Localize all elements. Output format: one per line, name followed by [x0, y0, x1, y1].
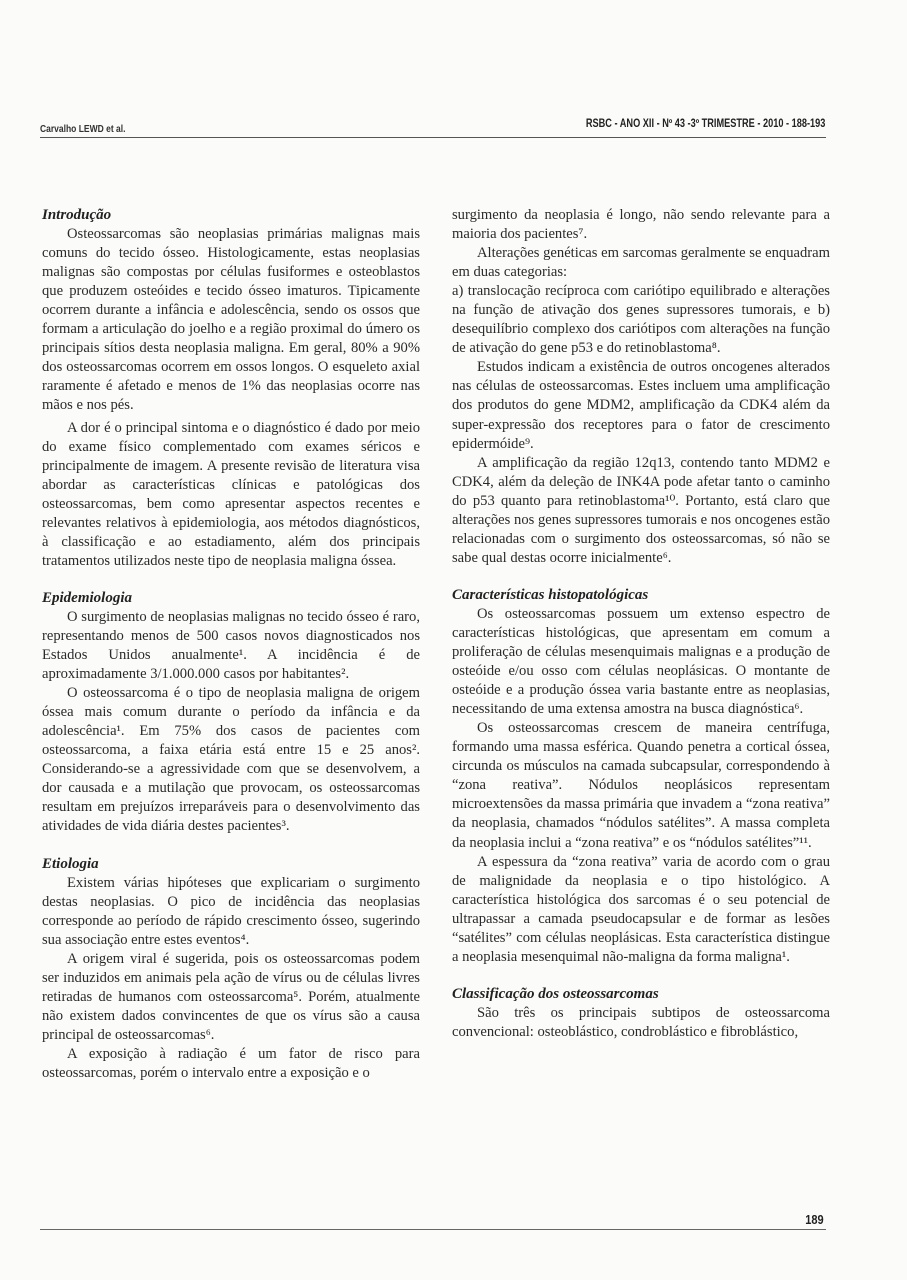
right-column — [452, 206, 830, 1042]
paragraph: O osteossarcoma é o tipo de neoplasia maligna de origem óssea mais comum durante o período da infância e da adolescência¹. Em 75% dos casos de pacientes com osteossarcoma, a faixa etária está entre 15 e 25 anos². Considerando-se a agressividade com que se desenvolvem, a dor causada e a mutilação que provocam, os osteossarcomas resultam em prejuízos irreparáveis para o desenvolvimento das atividades de vida diária destes pacientes³. — [42, 685, 420, 835]
footer-divider — [40, 1229, 826, 1230]
paragraph: Existem várias hipóteses que explicariam o surgimento destas neoplasias. O pico de incidência das neoplasias corresponde ao período de rápido crescimento ósseo, sugerindo sua associação entre estes eventos⁴. — [42, 874, 420, 948]
section-heading-introducao: Introdução — [42, 207, 112, 223]
paragraph: Os osteossarcomas crescem de maneira centrífuga, formando uma massa esférica. Quando penetra a cortical óssea, circunda os músculos na camada subcapsular, correspondendo à “zona reativa”. Nódulos neoplásicos representam microextensões da massa primária que invadem a “zona reativa” da neoplasia, chamados “nódulos satélites”. A massa completa da neoplasia inclui a “zona reativa” e os “nódulos satélites”¹¹. — [452, 720, 830, 851]
paragraph-continued: surgimento da neoplasia é longo, não sendo relevante para a maioria dos pacientes⁷. — [452, 207, 830, 243]
section-heading-etiologia: Etiologia — [42, 855, 99, 872]
header-divider — [40, 137, 826, 138]
paragraph: A amplificação da região 12q13, contendo tanto MDM2 e CDK4, além da deleção de INK4A pode afetar tanto o caminho do p53 quanto para retinoblastoma¹⁰. Portanto, está claro que alterações nos genes supressores tumorais e nos oncogenes estão relacionadas com o surgimento dos osteossarcomas, só não se sabe qual destas ocorre inicialmente⁶. — [452, 454, 830, 566]
running-header-journal: RSBC - ANO XII - Nº 43 -3º TRIMESTRE - 2010 - 188-193 — [585, 118, 825, 130]
page-number: 189 — [805, 1212, 824, 1227]
paragraph: A exposição à radiação é um fator de risco para osteossarcomas, porém o intervalo entre a exposição e o — [42, 1045, 420, 1082]
paragraph: A espessura da “zona reativa” varia de acordo com o grau de malignidade da neoplasia e o tipo histológico. A característica histológica dos sarcomas é o seu potencial de ultrapassar a camada pseudocapsular e de formar as lesões “satélites” com células neoplásicas. Esta característica distingue a neoplasia mesenquimal não-maligna da forma maligna¹. — [452, 853, 830, 965]
section-heading-histopatologicas: Características histopatológicas — [452, 586, 649, 603]
paragraph: Osteossarcomas são neoplasias primárias malignas mais comuns do tecido ósseo. Histologicamente, estas neoplasias malignas são compostas por células fusiformes e osteoblastos que produzem osteóides e tecido ósseo imaturos. Tipicamente ocorrem durante a infância e adolescência, sendo os ossos que formam a articulação do joelho e a região proximal do úmero os principais sítios desta neoplasia maligna. Em geral, 80% a 90% dos osteossarcomas ocorrem em ossos longos. O esqueleto axial raramente é afetado e menos de 1% das neoplasias ocorre nas mãos e nos pés. — [42, 226, 420, 414]
paragraph: a) translocação recíproca com cariótipo equilibrado e alterações na função de ativação dos genes supressores tumorais, e b) desequilíbrio complexo dos cariótipos com alterações na função de ativação do gene p53 e do retinoblastoma⁸. — [452, 283, 830, 357]
section-heading-classificacao: Classificação dos osteossarcomas — [452, 985, 659, 1002]
paragraph: A origem viral é sugerida, pois os osteossarcomas podem ser induzidos em animais pela ação de vírus ou de células livres retiradas de humanos com osteossarcoma⁵. Porém, atualmente não existem dados convincentes de que os vírus são a causa principal de osteossarcomas⁶. — [42, 950, 420, 1043]
running-header-authors: Carvalho LEWD et al. — [40, 124, 126, 135]
paragraph: A dor é o principal sintoma e o diagnóstico é dado por meio do exame físico complementado com exames séricos e principalmente de imagem. A presente revisão de literatura visa abordar as características clínicas e patológicas dos osteossarcomas, bem como apresentar aspectos recentes e relevantes relativos à epidemiologia, aos métodos diagnósticos, à classificação e ao estadiamento, além dos principais tratamentos utilizados neste tipo de neoplasia maligna óssea. — [42, 419, 420, 569]
paragraph: Estudos indicam a existência de outros oncogenes alterados nas células de osteossarcomas. Estes incluem uma amplificação dos produtos do gene MDM2, amplificação da CDK4 além da super-expressão dos receptores para o fator de crescimento epidermóide⁹. — [452, 359, 830, 452]
paragraph: Os osteossarcomas possuem um extenso espectro de características histológicas, que apresentam em comum a proliferação de células mesenquimais malignas e a produção de osteóide e/ou osso com células neoplásicas. O montante de osteóide e a produção óssea varia bastante entre as neoplasias, necessitando de uma extensa amostra na busca diagnóstica⁶. — [452, 605, 830, 718]
paragraph: São três os principais subtipos de osteossarcoma convencional: osteoblástico, condroblástico e fibroblástico, — [452, 1004, 830, 1040]
section-heading-epidemiologia: Epidemiologia — [42, 589, 132, 606]
paragraph: O surgimento de neoplasias malignas no tecido ósseo é raro, representando menos de 500 casos novos diagnosticados nos Estados Unidos anualmente¹. A incidência é de aproximadamente 3/1.000.000 casos por habitantes². — [42, 608, 420, 683]
left-column — [42, 206, 420, 1083]
paragraph: Alterações genéticas em sarcomas geralmente se enquadram em duas categorias: — [452, 245, 830, 281]
